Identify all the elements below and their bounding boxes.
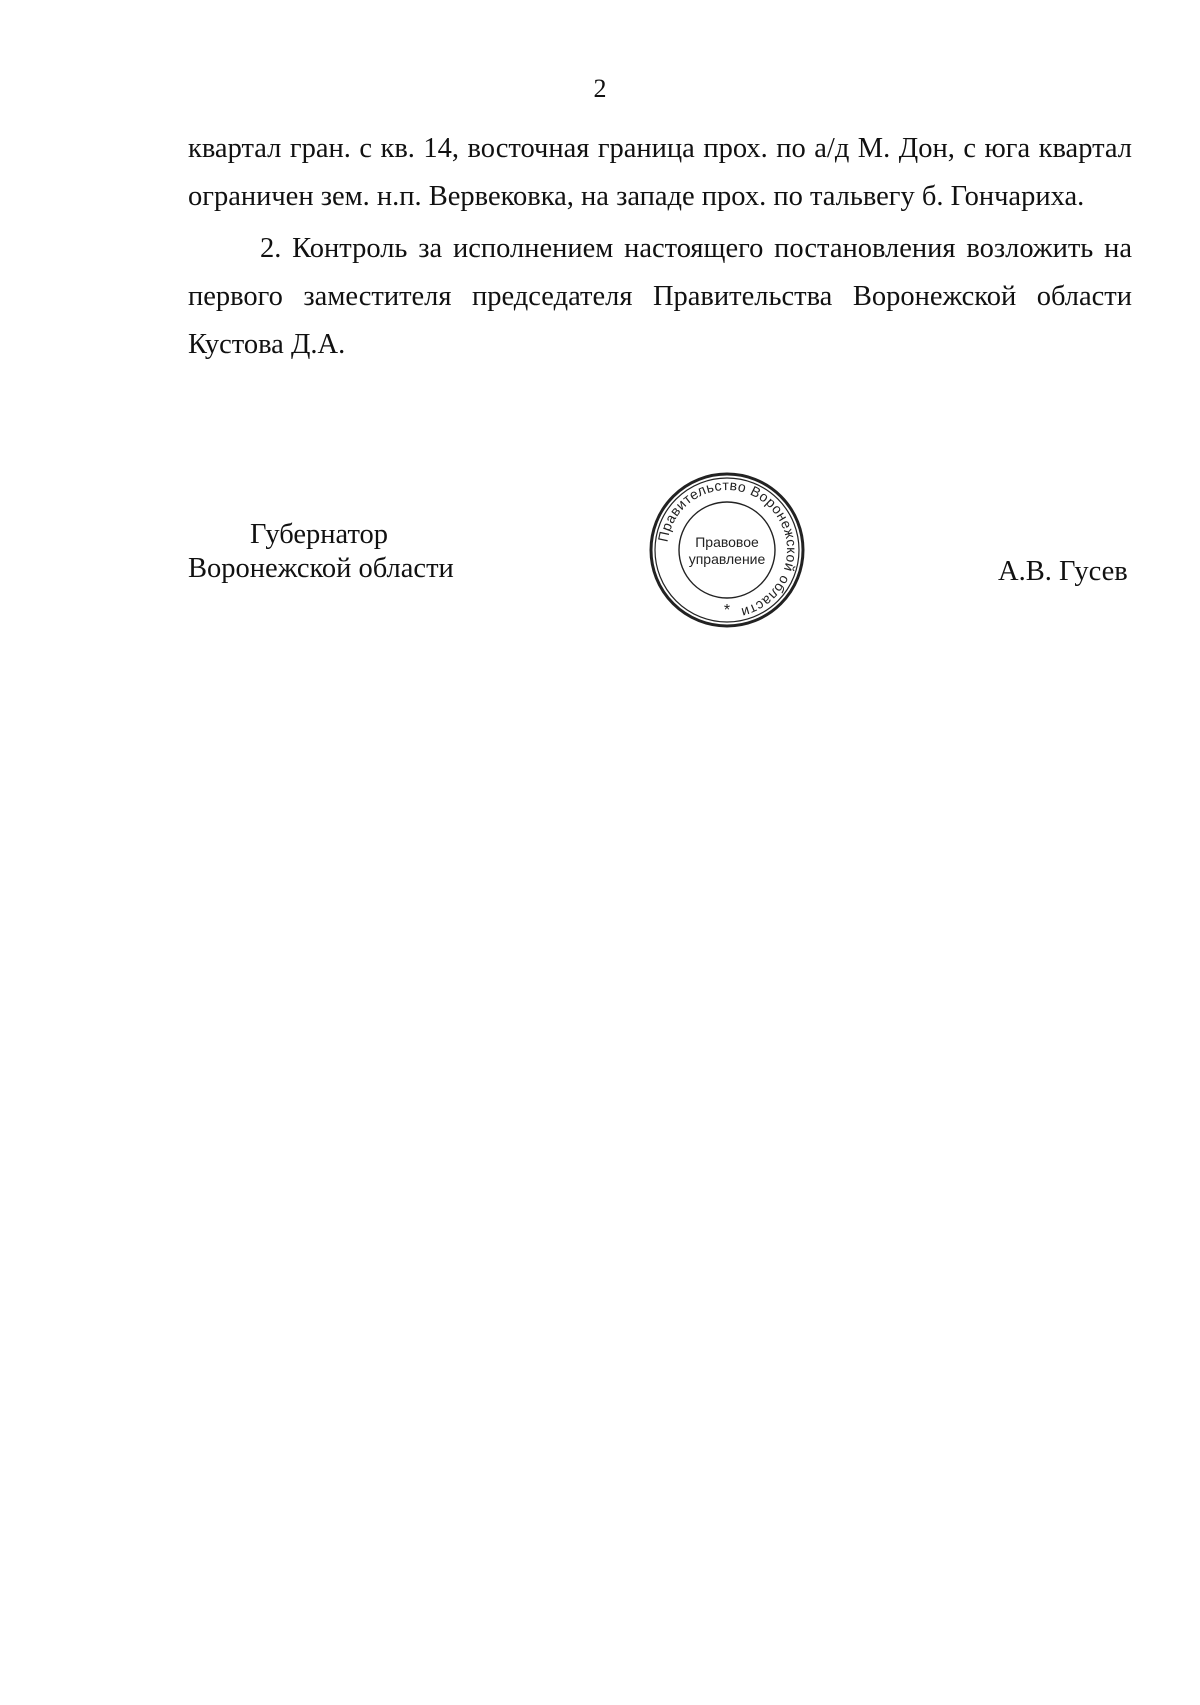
text-line: первого заместителя председателя Правительства Воронежской области bbox=[188, 281, 1132, 312]
stamp-ring-text: Правительство Воронежской области bbox=[654, 476, 801, 622]
page-number: 2 bbox=[593, 74, 607, 103]
text-line: ограничен зем. н.п. Вервековка, на западе прох. по тальвегу б. Гончариха. bbox=[188, 181, 1085, 212]
text-line: Кустова Д.А. bbox=[188, 329, 346, 360]
signatory-title-line: Губернатор bbox=[250, 519, 389, 550]
stamp-center-line: Правовое bbox=[695, 534, 759, 550]
paragraph-control-clause bbox=[188, 225, 1132, 369]
paragraph-boundary-description bbox=[188, 125, 1132, 221]
text-line: квартал гран. с кв. 14, восточная граница прох. по а/д М. Дон, с юга квартал bbox=[188, 133, 1132, 164]
stamp-star: * bbox=[723, 602, 731, 619]
signatory-title bbox=[188, 518, 458, 586]
text-line: 2. Контроль за исполнением настоящего постановления возложить на bbox=[260, 233, 1132, 264]
signatory-name: А.В. Гусев bbox=[998, 556, 1128, 587]
official-seal-stamp bbox=[648, 471, 806, 629]
stamp-center-line: управление bbox=[688, 551, 766, 567]
signatory-title-line: Воронежской области bbox=[188, 553, 454, 584]
